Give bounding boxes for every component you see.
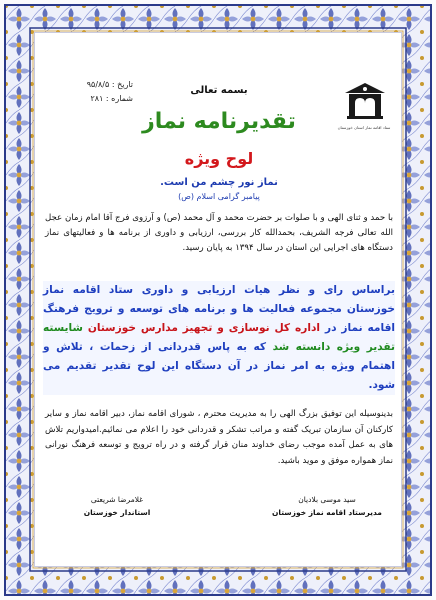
number-label: شماره : ۲۸۱ xyxy=(90,94,133,103)
director-role: مدیرستاد اقامه نماز خوزستان xyxy=(272,508,382,517)
signature-block-director xyxy=(267,493,387,519)
hadith-source: پیامبر گرامی اسلام (ص) xyxy=(178,192,260,201)
bismillah-heading: بسمه تعالی xyxy=(190,85,248,96)
hadith-quote: نماز نور چشم من است. xyxy=(160,177,278,188)
signature-block-governor xyxy=(57,493,177,519)
date-label: تاریخ : ۹۵/۸/۵ xyxy=(86,80,133,89)
award-text-part1: براساس رای و نظر هیات ارزیابی و داوری ستاد اقامه نماز خوزستان مجموعه فعالیت ها و برنامه های توسعه و ترویج فرهنگ اقامه نماز در xyxy=(43,284,396,334)
award-level: شایسته تقدیر ویژه دانسته شد xyxy=(43,322,395,353)
intro-paragraph: با حمد و ثنای الهی و با صلوات بر حضرت محمد و آل محمد (ص) و آرزوی فرج آقا امام زمان عجل الله تعالی فرجه الشریف، بحمدالله کار بررسی، ارزیابی و داوری از برنامه ها و فعالیتهای نماز دستگاه های اجرایی این استان در سال ۱۳۹۴ به پایان رسید. xyxy=(45,213,393,253)
award-text-part2: که به پاس قدردانی از زحمات ، تلاش و اهتمام ویژه به امر نماز در آن دستگاه این لوح تقدیر تقدیم می شود. xyxy=(43,341,395,391)
closing-paragraph: بدینوسیله این توفیق بزرگ الهی را به مدیریت محترم ، شورای اقامه نماز، دبیر اقامه نماز و سایر کارکنان آن سازمان تبریک گفته و مراتب تشکر و قدردانی خود را اعلام می نمائیم.امیدواریم تلاش های به عمل آمده موجب رضای خداوند منان قرار گرفته و در راه ترویج و توسعه فرهنگ نورانی نماز همواره موفق و موید باشید. xyxy=(45,409,393,466)
governor-role: استاندار خوزستان xyxy=(83,508,151,517)
award-statement xyxy=(43,281,395,395)
certificate-title: تقدیرنامه نماز xyxy=(142,109,296,134)
certificate-body xyxy=(34,32,402,567)
certificate-subtitle: لوح ویژه xyxy=(184,149,254,168)
logo-caption: ستاد اقامه نماز استان خوزستان xyxy=(337,125,391,130)
award-organization: اداره کل نوسازی و تجهیز مدارس خوزستان xyxy=(87,322,321,334)
director-name: سید موسی بلادیان xyxy=(298,495,356,504)
governor-name: غلامرضا شریعتی xyxy=(90,495,144,504)
